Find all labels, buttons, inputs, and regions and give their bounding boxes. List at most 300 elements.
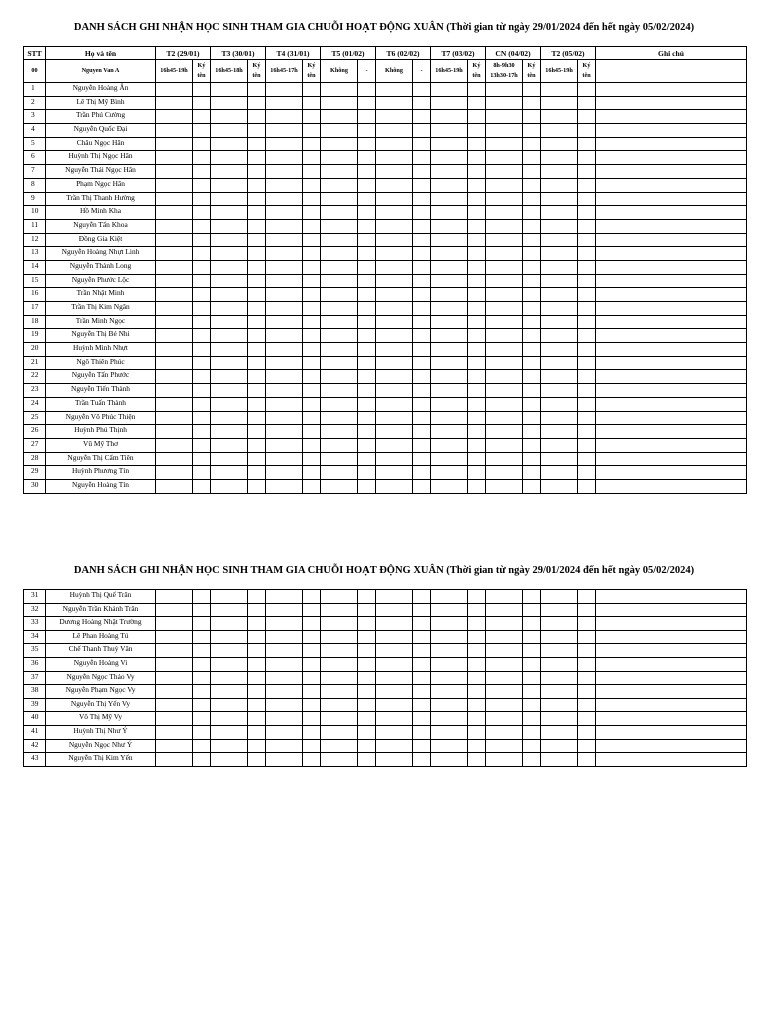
attendance-cell bbox=[486, 725, 523, 739]
attendance-cell bbox=[303, 739, 321, 753]
student-stt: 22 bbox=[24, 370, 46, 384]
attendance-cell bbox=[248, 411, 266, 425]
attendance-cell bbox=[486, 739, 523, 753]
attendance-cell bbox=[468, 671, 486, 685]
attendance-cell bbox=[376, 725, 413, 739]
attendance-cell bbox=[578, 411, 596, 425]
attendance-cell bbox=[523, 124, 541, 138]
attendance-cell bbox=[321, 438, 358, 452]
student-stt: 13 bbox=[24, 247, 46, 261]
attendance-cell bbox=[248, 137, 266, 151]
student-stt: 29 bbox=[24, 466, 46, 480]
attendance-cell bbox=[468, 590, 486, 604]
attendance-cell bbox=[376, 384, 413, 398]
student-row bbox=[24, 233, 747, 247]
attendance-cell bbox=[413, 302, 431, 316]
attendance-cell bbox=[303, 260, 321, 274]
attendance-cell bbox=[303, 96, 321, 110]
attendance-cell bbox=[413, 247, 431, 261]
attendance-cell bbox=[266, 247, 303, 261]
attendance-cell bbox=[266, 479, 303, 493]
attendance-cell bbox=[303, 329, 321, 343]
attendance-cell bbox=[266, 698, 303, 712]
attendance-cell bbox=[321, 644, 358, 658]
attendance-cell bbox=[193, 590, 211, 604]
attendance-cell bbox=[431, 219, 468, 233]
attendance-cell bbox=[358, 384, 376, 398]
attendance-cell bbox=[248, 110, 266, 124]
attendance-cell bbox=[303, 671, 321, 685]
attendance-cell bbox=[303, 370, 321, 384]
attendance-cell bbox=[468, 83, 486, 97]
attendance-cell bbox=[541, 329, 578, 343]
attendance-cell bbox=[321, 315, 358, 329]
attendance-cell bbox=[468, 343, 486, 357]
attendance-cell bbox=[413, 411, 431, 425]
attendance-cell bbox=[266, 739, 303, 753]
notes-cell bbox=[596, 644, 747, 658]
student-row bbox=[24, 356, 747, 370]
student-row bbox=[24, 260, 747, 274]
attendance-cell bbox=[431, 178, 468, 192]
attendance-cell bbox=[358, 329, 376, 343]
attendance-cell bbox=[321, 671, 358, 685]
attendance-cell bbox=[248, 315, 266, 329]
student-row bbox=[24, 657, 747, 671]
attendance-cell bbox=[211, 753, 248, 767]
attendance-cell bbox=[248, 753, 266, 767]
attendance-cell bbox=[156, 288, 193, 302]
attendance-cell bbox=[248, 739, 266, 753]
attendance-cell bbox=[376, 260, 413, 274]
attendance-cell bbox=[193, 124, 211, 138]
attendance-cell bbox=[266, 274, 303, 288]
student-row bbox=[24, 452, 747, 466]
attendance-cell bbox=[193, 452, 211, 466]
attendance-cell bbox=[578, 233, 596, 247]
attendance-cell bbox=[358, 657, 376, 671]
student-row bbox=[24, 671, 747, 685]
attendance-cell bbox=[541, 219, 578, 233]
attendance-cell bbox=[376, 165, 413, 179]
student-name: Nguyễn Thị Kim Yến bbox=[46, 753, 156, 767]
attendance-cell bbox=[193, 685, 211, 699]
attendance-cell bbox=[376, 630, 413, 644]
attendance-cell bbox=[266, 124, 303, 138]
attendance-cell bbox=[376, 151, 413, 165]
student-row bbox=[24, 343, 747, 357]
notes-cell bbox=[596, 671, 747, 685]
notes-cell bbox=[596, 247, 747, 261]
attendance-cell bbox=[413, 725, 431, 739]
attendance-cell bbox=[266, 151, 303, 165]
attendance-cell bbox=[413, 657, 431, 671]
attendance-cell bbox=[468, 657, 486, 671]
header-day: T4 (31/01) bbox=[266, 47, 321, 60]
attendance-cell bbox=[211, 644, 248, 658]
page-title: DANH SÁCH GHI NHẬN HỌC SINH THAM GIA CHUỖI HOẠT ĐỘNG XUÂN (Thời gian từ ngày 29/01/2024 đến hết ngày 05/02/2024) bbox=[73, 22, 695, 33]
attendance-cell bbox=[193, 206, 211, 220]
attendance-cell bbox=[486, 452, 523, 466]
student-stt: 38 bbox=[24, 685, 46, 699]
attendance-cell bbox=[413, 370, 431, 384]
attendance-cell bbox=[303, 110, 321, 124]
attendance-cell bbox=[321, 739, 358, 753]
page-title-2: DANH SÁCH GHI NHẬN HỌC SINH THAM GIA CHUỖI HOẠT ĐỘNG XUÂN (Thời gian từ ngày 29/01/2024 đến hết ngày 05/02/2024) bbox=[73, 565, 695, 576]
attendance-cell bbox=[486, 315, 523, 329]
attendance-cell bbox=[468, 603, 486, 617]
attendance-cell bbox=[156, 165, 193, 179]
attendance-cell bbox=[413, 590, 431, 604]
attendance-cell bbox=[541, 124, 578, 138]
student-row bbox=[24, 274, 747, 288]
attendance-cell bbox=[193, 479, 211, 493]
student-name: Trần Tuấn Thành bbox=[46, 397, 156, 411]
attendance-cell bbox=[193, 110, 211, 124]
attendance-cell bbox=[156, 274, 193, 288]
attendance-cell bbox=[321, 247, 358, 261]
attendance-cell bbox=[578, 712, 596, 726]
notes-cell bbox=[596, 260, 747, 274]
attendance-cell bbox=[376, 479, 413, 493]
attendance-cell bbox=[578, 617, 596, 631]
attendance-cell bbox=[413, 288, 431, 302]
attendance-cell bbox=[358, 178, 376, 192]
student-name: Nguyễn Võ Phúc Thiện bbox=[46, 411, 156, 425]
student-stt: 16 bbox=[24, 288, 46, 302]
attendance-cell bbox=[523, 384, 541, 398]
attendance-cell bbox=[578, 644, 596, 658]
attendance-cell bbox=[523, 137, 541, 151]
attendance-cell bbox=[413, 260, 431, 274]
attendance-cell bbox=[413, 96, 431, 110]
attendance-cell bbox=[468, 274, 486, 288]
attendance-cell bbox=[523, 411, 541, 425]
attendance-cell bbox=[541, 438, 578, 452]
attendance-cell bbox=[486, 233, 523, 247]
attendance-cell bbox=[248, 124, 266, 138]
attendance-cell bbox=[211, 274, 248, 288]
attendance-cell bbox=[523, 233, 541, 247]
attendance-cell bbox=[321, 370, 358, 384]
attendance-cell bbox=[376, 192, 413, 206]
attendance-cell bbox=[193, 274, 211, 288]
attendance-cell bbox=[376, 274, 413, 288]
attendance-cell bbox=[376, 753, 413, 767]
attendance-cell bbox=[541, 725, 578, 739]
attendance-cell bbox=[211, 617, 248, 631]
student-stt: 5 bbox=[24, 137, 46, 151]
notes-cell bbox=[596, 466, 747, 480]
attendance-cell bbox=[248, 685, 266, 699]
attendance-cell bbox=[266, 343, 303, 357]
attendance-cell bbox=[523, 192, 541, 206]
attendance-cell bbox=[578, 192, 596, 206]
attendance-cell bbox=[413, 452, 431, 466]
attendance-cell bbox=[431, 603, 468, 617]
attendance-cell bbox=[193, 466, 211, 480]
attendance-cell bbox=[541, 274, 578, 288]
attendance-cell bbox=[578, 124, 596, 138]
student-stt: 30 bbox=[24, 479, 46, 493]
attendance-cell bbox=[303, 753, 321, 767]
attendance-cell bbox=[321, 452, 358, 466]
attendance-cell bbox=[193, 260, 211, 274]
attendance-cell bbox=[541, 739, 578, 753]
attendance-cell bbox=[413, 397, 431, 411]
attendance-cell bbox=[578, 753, 596, 767]
attendance-cell bbox=[358, 739, 376, 753]
attendance-cell bbox=[266, 83, 303, 97]
attendance-cell bbox=[321, 725, 358, 739]
header-row bbox=[24, 47, 747, 60]
notes-cell bbox=[596, 288, 747, 302]
attendance-cell bbox=[578, 725, 596, 739]
attendance-cell bbox=[248, 192, 266, 206]
attendance-cell bbox=[321, 753, 358, 767]
attendance-cell bbox=[303, 603, 321, 617]
attendance-cell bbox=[156, 151, 193, 165]
attendance-cell bbox=[248, 479, 266, 493]
subheader-cell: 8h-9h30 13h30-17h bbox=[486, 60, 523, 83]
attendance-cell bbox=[156, 397, 193, 411]
notes-cell bbox=[596, 96, 747, 110]
attendance-cell bbox=[266, 438, 303, 452]
student-name: Nguyễn Phạm Ngọc Vy bbox=[46, 685, 156, 699]
attendance-cell bbox=[248, 288, 266, 302]
attendance-cell bbox=[211, 397, 248, 411]
attendance-cell bbox=[486, 329, 523, 343]
attendance-cell bbox=[431, 384, 468, 398]
attendance-cell bbox=[358, 274, 376, 288]
attendance-cell bbox=[321, 397, 358, 411]
attendance-cell bbox=[413, 137, 431, 151]
attendance-cell bbox=[193, 302, 211, 316]
attendance-cell bbox=[541, 151, 578, 165]
attendance-cell bbox=[266, 411, 303, 425]
attendance-cell bbox=[358, 438, 376, 452]
attendance-cell bbox=[211, 466, 248, 480]
attendance-cell bbox=[156, 315, 193, 329]
student-name: Nguyễn Thị Cẩm Tiên bbox=[46, 452, 156, 466]
attendance-cell bbox=[156, 438, 193, 452]
attendance-cell bbox=[211, 247, 248, 261]
attendance-cell bbox=[431, 124, 468, 138]
attendance-cell bbox=[541, 698, 578, 712]
attendance-cell bbox=[486, 124, 523, 138]
attendance-cell bbox=[468, 302, 486, 316]
student-row bbox=[24, 288, 747, 302]
student-stt: 2 bbox=[24, 96, 46, 110]
attendance-cell bbox=[541, 356, 578, 370]
attendance-cell bbox=[266, 178, 303, 192]
attendance-cell bbox=[578, 438, 596, 452]
attendance-cell bbox=[578, 96, 596, 110]
attendance-cell bbox=[468, 698, 486, 712]
student-stt: 32 bbox=[24, 603, 46, 617]
student-stt: 12 bbox=[24, 233, 46, 247]
attendance-cell bbox=[376, 288, 413, 302]
attendance-cell bbox=[541, 315, 578, 329]
attendance-cell bbox=[193, 356, 211, 370]
attendance-cell bbox=[321, 343, 358, 357]
header-day: T2 (29/01) bbox=[156, 47, 211, 60]
attendance-cell bbox=[431, 590, 468, 604]
attendance-cell bbox=[358, 590, 376, 604]
student-stt: 37 bbox=[24, 671, 46, 685]
attendance-cell bbox=[431, 685, 468, 699]
attendance-cell bbox=[321, 685, 358, 699]
attendance-cell bbox=[523, 165, 541, 179]
attendance-cell bbox=[211, 712, 248, 726]
attendance-cell bbox=[523, 247, 541, 261]
attendance-cell bbox=[431, 151, 468, 165]
student-stt: 19 bbox=[24, 329, 46, 343]
attendance-cell bbox=[486, 151, 523, 165]
attendance-cell bbox=[523, 178, 541, 192]
attendance-cell bbox=[486, 479, 523, 493]
attendance-cell bbox=[321, 206, 358, 220]
attendance-cell bbox=[266, 753, 303, 767]
attendance-cell bbox=[358, 425, 376, 439]
attendance-cell bbox=[413, 151, 431, 165]
attendance-cell bbox=[358, 617, 376, 631]
attendance-cell bbox=[376, 178, 413, 192]
attendance-cell bbox=[468, 233, 486, 247]
attendance-cell bbox=[486, 110, 523, 124]
attendance-cell bbox=[156, 370, 193, 384]
attendance-cell bbox=[431, 288, 468, 302]
student-row bbox=[24, 725, 747, 739]
attendance-cell bbox=[211, 452, 248, 466]
attendance-cell bbox=[156, 260, 193, 274]
attendance-cell bbox=[193, 315, 211, 329]
student-name: Nguyễn Thái Ngọc Hân bbox=[46, 165, 156, 179]
attendance-cell bbox=[303, 411, 321, 425]
attendance-cell bbox=[211, 590, 248, 604]
attendance-cell bbox=[266, 644, 303, 658]
attendance-cell bbox=[523, 219, 541, 233]
attendance-cell bbox=[578, 206, 596, 220]
attendance-cell bbox=[468, 260, 486, 274]
student-name: Nguyễn Quốc Đại bbox=[46, 124, 156, 138]
notes-cell bbox=[596, 60, 747, 83]
attendance-cell bbox=[303, 438, 321, 452]
attendance-cell bbox=[468, 247, 486, 261]
student-stt: 34 bbox=[24, 630, 46, 644]
attendance-cell bbox=[193, 384, 211, 398]
sample-name: Nguyen Van A bbox=[46, 60, 156, 83]
attendance-cell bbox=[321, 384, 358, 398]
attendance-cell bbox=[266, 384, 303, 398]
student-name: Nguyễn Ngọc Như Ý bbox=[46, 739, 156, 753]
attendance-cell bbox=[193, 425, 211, 439]
attendance-cell bbox=[248, 274, 266, 288]
attendance-cell bbox=[303, 698, 321, 712]
attendance-cell bbox=[303, 685, 321, 699]
attendance-cell bbox=[413, 192, 431, 206]
attendance-cell bbox=[193, 247, 211, 261]
attendance-cell bbox=[431, 83, 468, 97]
student-stt: 3 bbox=[24, 110, 46, 124]
header-day: T3 (30/01) bbox=[211, 47, 266, 60]
attendance-cell bbox=[486, 590, 523, 604]
attendance-cell bbox=[193, 329, 211, 343]
attendance-cell bbox=[303, 233, 321, 247]
attendance-cell bbox=[266, 192, 303, 206]
student-row bbox=[24, 438, 747, 452]
attendance-cell bbox=[413, 384, 431, 398]
attendance-cell bbox=[303, 425, 321, 439]
student-name: Trần Minh Ngọc bbox=[46, 315, 156, 329]
attendance-cell bbox=[431, 725, 468, 739]
attendance-cell bbox=[413, 603, 431, 617]
attendance-cell bbox=[413, 219, 431, 233]
attendance-cell bbox=[486, 260, 523, 274]
attendance-cell bbox=[358, 110, 376, 124]
attendance-cell bbox=[156, 698, 193, 712]
attendance-cell bbox=[321, 590, 358, 604]
attendance-cell bbox=[248, 630, 266, 644]
attendance-cell bbox=[248, 712, 266, 726]
attendance-cell bbox=[486, 96, 523, 110]
attendance-cell bbox=[541, 603, 578, 617]
attendance-cell bbox=[486, 630, 523, 644]
attendance-cell bbox=[468, 739, 486, 753]
attendance-cell bbox=[413, 739, 431, 753]
attendance-cell bbox=[578, 165, 596, 179]
attendance-cell bbox=[376, 590, 413, 604]
attendance-cell bbox=[376, 96, 413, 110]
attendance-cell bbox=[376, 657, 413, 671]
attendance-cell bbox=[266, 466, 303, 480]
subheader-cell: Ký tên bbox=[523, 60, 541, 83]
student-stt: 43 bbox=[24, 753, 46, 767]
attendance-cell bbox=[578, 630, 596, 644]
attendance-cell bbox=[358, 233, 376, 247]
attendance-cell bbox=[248, 617, 266, 631]
attendance-cell bbox=[523, 288, 541, 302]
notes-cell bbox=[596, 137, 747, 151]
attendance-cell bbox=[303, 274, 321, 288]
attendance-cell bbox=[303, 137, 321, 151]
student-name: Nguyễn Thị Yến Vy bbox=[46, 698, 156, 712]
attendance-cell bbox=[193, 725, 211, 739]
attendance-cell bbox=[211, 479, 248, 493]
student-name: Chế Thanh Thuỳ Vân bbox=[46, 644, 156, 658]
attendance-cell bbox=[541, 479, 578, 493]
subheader-cell: Ký tên bbox=[303, 60, 321, 83]
notes-cell bbox=[596, 630, 747, 644]
attendance-cell bbox=[156, 192, 193, 206]
attendance-cell bbox=[303, 165, 321, 179]
attendance-cell bbox=[211, 288, 248, 302]
student-stt: 39 bbox=[24, 698, 46, 712]
attendance-cell bbox=[211, 219, 248, 233]
student-row bbox=[24, 137, 747, 151]
attendance-cell bbox=[321, 124, 358, 138]
header-name: Họ và tên bbox=[46, 47, 156, 60]
attendance-cell bbox=[541, 753, 578, 767]
attendance-cell bbox=[541, 302, 578, 316]
attendance-cell bbox=[541, 617, 578, 631]
attendance-cell bbox=[248, 466, 266, 480]
attendance-cell bbox=[541, 384, 578, 398]
attendance-cell bbox=[376, 356, 413, 370]
attendance-cell bbox=[156, 671, 193, 685]
attendance-cell bbox=[541, 83, 578, 97]
attendance-cell bbox=[248, 219, 266, 233]
